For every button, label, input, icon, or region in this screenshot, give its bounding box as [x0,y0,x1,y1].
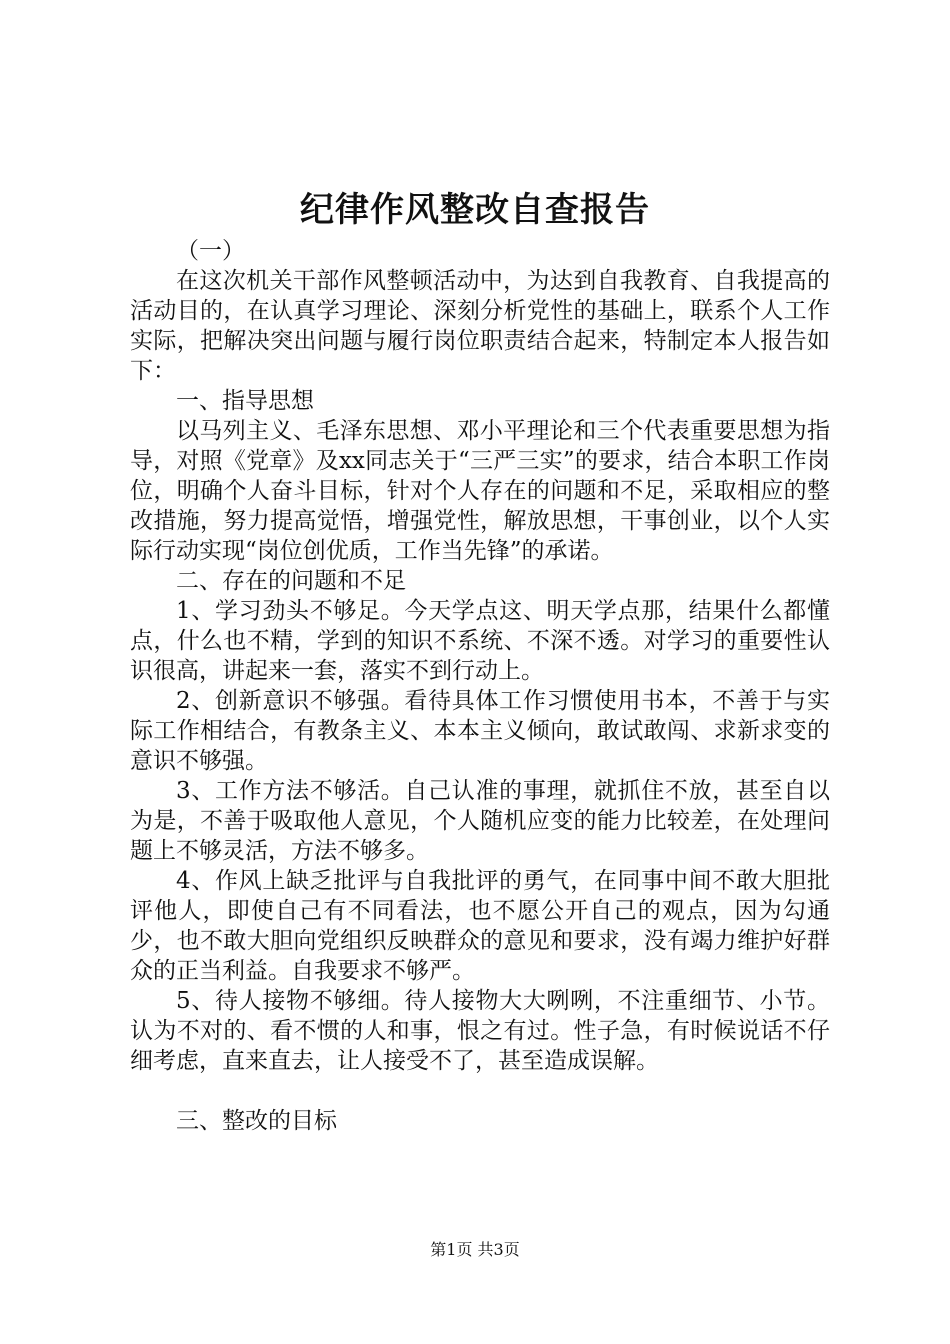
paragraph-problem-3: 3、工作方法不够活。自己认准的事理，就抓住不放，甚至自以为是，不善于吸取他人意见，个人随机应变的能力比较差，在处理问题上不够灵活，方法不够多。 [130,778,830,864]
heading-problems: 二、存在的问题和不足 [176,568,406,594]
paragraph-problem-5: 5、待人接物不够细。待人接物大大咧咧，不注重细节、小节。认为不对的、看不惯的人和事，恨之有过。性子急，有时候说话不仔细考虑，直来直去，让人接受不了，甚至造成误解。 [130,988,830,1074]
paragraph-problem-1: 1、学习劲头不够足。今天学点这、明天学点那，结果什么都懂点，什么也不精，学到的知识不系统、不深不透。对学习的重要性认识很高，讲起来一套，落实不到行动上。 [130,598,830,684]
heading-goals: 三、整改的目标 [176,1108,337,1134]
page-footer: 第1页 共3页 [430,1240,520,1259]
paragraph-guiding-thought: 以马列主义、毛泽东思想、邓小平理论和三个代表重要思想为指导，对照《党章》及xx同志关于“三严三实”的要求，结合本职工作岗位，明确个人奋斗目标，针对个人存在的问题和不足，采取相应的整改措施，努力提高觉悟，增强党性，解放思想，干事创业，以个人实际行动实现“岗位创优质，工作当先锋”的承诺。 [130,418,830,564]
document-body [130,236,830,1136]
document-title: 纪律作风整改自查报告 [300,190,650,230]
paragraph-section-number: （一） [176,238,245,264]
paragraph-problem-4: 4、作风上缺乏批评与自我批评的勇气，在同事中间不敢大胆批评他人，即使自己有不同看法，也不愿公开自己的观点，因为勾通少，也不敢大胆向党组织反映群众的意见和要求，没有竭力维护好群众的正当利益。自我要求不够严。 [130,868,830,984]
paragraph-intro: 在这次机关干部作风整顿活动中，为达到自我教育、自我提高的活动目的，在认真学习理论、深刻分析党性的基础上，联系个人工作实际，把解决突出问题与履行岗位职责结合起来，特制定本人报告如下： [130,268,830,384]
heading-guiding-thought: 一、指导思想 [176,388,314,414]
paragraph-problem-2: 2、创新意识不够强。看待具体工作习惯使用书本，不善于与实际工作相结合，有教条主义、本本主义倾向，敢试敢闯、求新求变的意识不够强。 [130,688,830,774]
